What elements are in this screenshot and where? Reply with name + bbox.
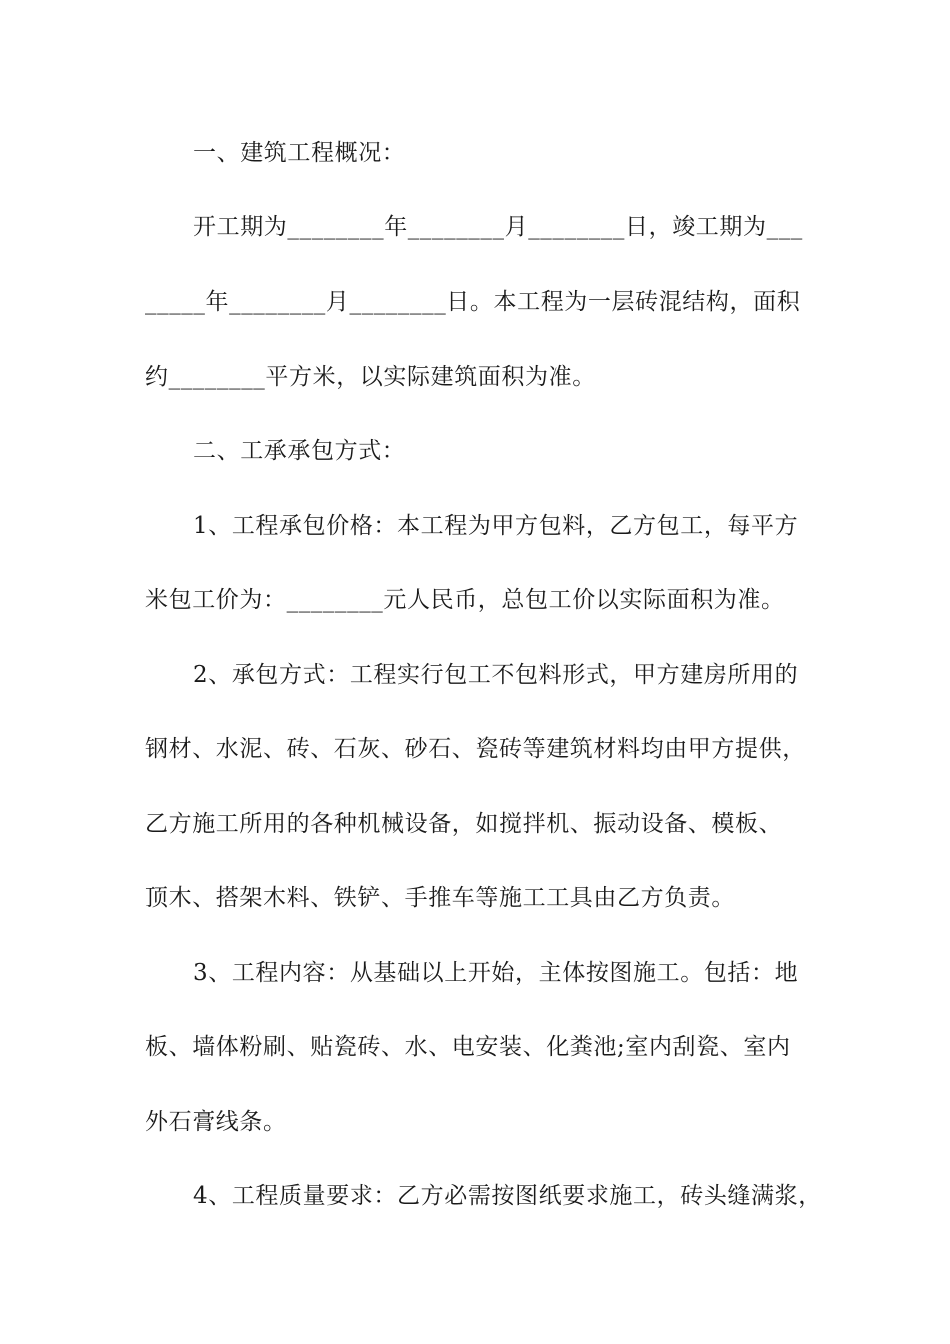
paragraph-line: 乙方施工所用的各种机械设备，如搅拌机、振动设备、模板、 (145, 811, 783, 837)
paragraph-line: 2、承包方式：工程实行包工不包料形式，甲方建房所用的 (193, 662, 799, 688)
paragraph-line: 3、工程内容：从基础以上开始，主体按图施工。包括：地 (193, 960, 799, 986)
paragraph-line: 钢材、水泥、砖、石灰、砂石、瓷砖等建筑材料均由甲方提供， (145, 736, 806, 762)
section-heading-2: 二、工承承包方式： (193, 438, 406, 464)
paragraph-line: 米包工价为：________元人民币，总包工价以实际面积为准。 (145, 587, 785, 613)
paragraph-line: 顶木、搭架木料、铁铲、手推车等施工工具由乙方负责。 (145, 885, 735, 911)
paragraph-line: 1、工程承包价格：本工程为甲方包料，乙方包工，每平方 (193, 513, 799, 539)
paragraph-line: 4、工程质量要求：乙方必需按图纸要求施工，砖头缝满浆， (193, 1183, 822, 1209)
section-heading-1: 一、建筑工程概况： (193, 140, 406, 166)
paragraph-line: 约________平方米，以实际建筑面积为准。 (145, 364, 596, 390)
paragraph-line: 开工期为________年________月________日，竣工期为___ (193, 214, 803, 240)
paragraph-line: 外石膏线条。 (145, 1109, 287, 1135)
paragraph-line: 板、墙体粉刷、贴瓷砖、水、电安装、化粪池;室内刮瓷、室内 (145, 1034, 791, 1060)
paragraph-line: _____年________月________日。本工程为一层砖混结构，面积 (145, 289, 801, 315)
